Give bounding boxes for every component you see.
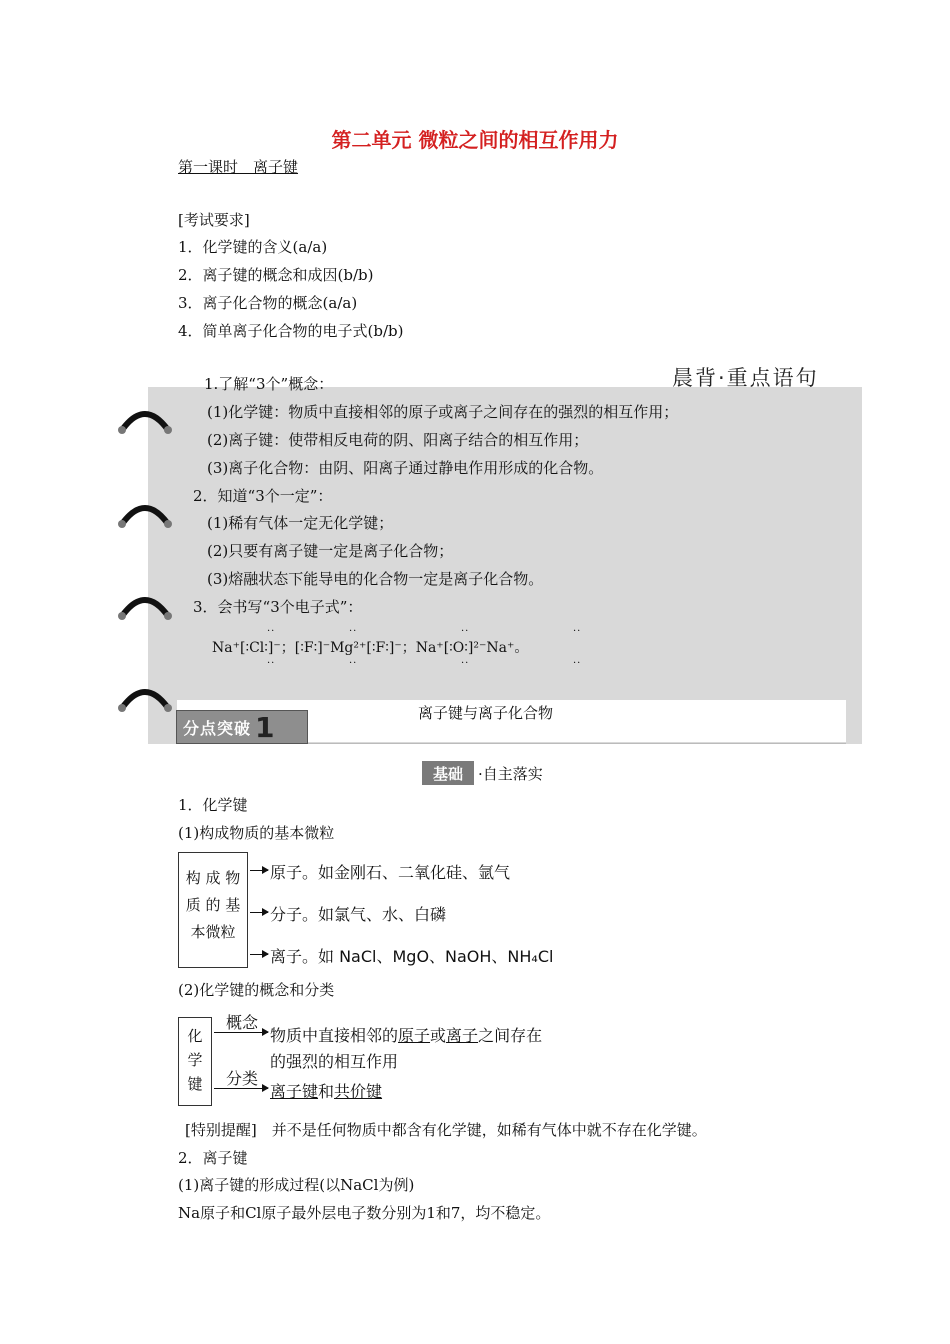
particles-box bbox=[178, 852, 248, 968]
concept-text-line2: 的强烈的相互作用 bbox=[270, 1052, 399, 1071]
body-heading-2: 2．离子键 bbox=[178, 1149, 248, 1167]
basics-badge: 基础 bbox=[422, 761, 474, 785]
electron-dots: ·· bbox=[267, 626, 276, 637]
box-line: 化 bbox=[187, 1027, 203, 1045]
body-subheading: (2)化学键的概念和分类 bbox=[178, 981, 335, 999]
section-badge-number: 1 bbox=[255, 710, 275, 744]
box-line: 构 成 物 bbox=[185, 869, 241, 887]
blank-answer: 共价键 bbox=[334, 1082, 383, 1101]
box-line: 本微粒 bbox=[190, 923, 236, 941]
morning-recite-banner: 晨背·重点语句 bbox=[672, 366, 819, 390]
concept-text: 物质中直接相邻的原子或离子之间存在 bbox=[270, 1026, 543, 1045]
electron-formula: Na⁺[∶Cl∶]⁻；[∶F∶]⁻Mg²⁺[∶F∶]⁻；Na⁺[∶O∶]²⁻Na⁺。 bbox=[212, 640, 529, 656]
requirement-item: 2．离子键的概念和成因(b/b) bbox=[178, 266, 374, 284]
arrow-icon bbox=[214, 1032, 268, 1033]
electron-dots: ·· bbox=[349, 658, 358, 669]
recite-item: (2)只要有离子键一定是离子化合物； bbox=[207, 542, 454, 560]
binder-ring-icon bbox=[116, 586, 174, 636]
electron-dots: ·· bbox=[267, 658, 276, 669]
recite-item: (1)化学键：物质中直接相邻的原子或离子之间存在的强烈的相互作用； bbox=[207, 403, 679, 421]
recite-section-2-title: 2．知道“3个一定”： bbox=[193, 487, 333, 505]
particle-item: 原子。如金刚石、二氧化硅、氩气 bbox=[270, 863, 511, 882]
classification-text: 离子键和共价键 bbox=[270, 1082, 383, 1101]
requirement-item: 1．化学键的含义(a/a) bbox=[178, 238, 328, 256]
section-title: 离子键与离子化合物 bbox=[418, 704, 554, 722]
lesson-subtitle: 第一课时 离子键 bbox=[178, 158, 299, 176]
arrow-icon bbox=[250, 870, 268, 871]
body-subheading: (1)构成物质的基本微粒 bbox=[178, 824, 335, 842]
requirement-item: 3．离子化合物的概念(a/a) bbox=[178, 294, 358, 312]
body-heading-1: 1．化学键 bbox=[178, 796, 248, 814]
blank-answer: 离子 bbox=[446, 1026, 479, 1045]
recite-item: (3)离子化合物：由阴、阳离子通过静电作用形成的化合物。 bbox=[207, 459, 604, 477]
arrow-icon bbox=[214, 1088, 268, 1089]
special-tip: [特别提醒] 并不是任何物质中都含有化学键，如稀有气体中就不存在化学键。 bbox=[185, 1121, 707, 1139]
binder-ring-icon bbox=[116, 400, 174, 450]
section-badge-label: 分点突破 bbox=[183, 718, 252, 738]
page-title: 第二单元 微粒之间的相互作用力 bbox=[331, 128, 619, 152]
binder-ring-icon bbox=[116, 678, 174, 728]
basics-subtitle: ·自主落实 bbox=[478, 765, 543, 783]
recite-item: (1)稀有气体一定无化学键； bbox=[207, 514, 394, 532]
electron-dots: ·· bbox=[573, 658, 582, 669]
body-subheading: (1)离子键的形成过程(以NaCl为例) bbox=[178, 1176, 415, 1194]
box-line: 学 bbox=[187, 1051, 203, 1069]
concept-label: 概念 bbox=[226, 1013, 259, 1032]
box-line: 键 bbox=[187, 1075, 203, 1093]
recite-item: (2)离子键：使带相反电荷的阴、阳离子结合的相互作用； bbox=[207, 431, 589, 449]
electron-dots: ·· bbox=[461, 626, 470, 637]
recite-section-3-title: 3．会书写“3个电子式”： bbox=[193, 598, 363, 616]
electron-dots: ·· bbox=[461, 658, 470, 669]
body-paragraph: Na原子和Cl原子最外层电子数分别为1和7，均不稳定。 bbox=[178, 1204, 551, 1222]
classification-label: 分类 bbox=[226, 1069, 259, 1088]
chemical-bond-box bbox=[178, 1017, 212, 1106]
particle-item: 分子。如氯气、水、白磷 bbox=[270, 905, 447, 924]
requirement-item: 4．简单离子化合物的电子式(b/b) bbox=[178, 322, 404, 340]
section-badge bbox=[176, 710, 308, 744]
requirements-header: [考试要求] bbox=[178, 211, 250, 229]
blank-answer: 原子 bbox=[398, 1026, 431, 1045]
box-line: 质 的 基 bbox=[185, 896, 241, 914]
particle-item: 离子。如 NaCl、MgO、NaOH、NH₄Cl bbox=[270, 947, 554, 966]
recite-item: (3)熔融状态下能导电的化合物一定是离子化合物。 bbox=[207, 570, 544, 588]
electron-dots: ·· bbox=[573, 626, 582, 637]
binder-ring-icon bbox=[116, 494, 174, 544]
arrow-icon bbox=[250, 912, 268, 913]
recite-section-1-title: 1.了解“3个”概念： bbox=[204, 375, 334, 393]
electron-dots: ·· bbox=[349, 626, 358, 637]
blank-answer: 离子键 bbox=[270, 1082, 319, 1101]
arrow-icon bbox=[250, 954, 268, 955]
